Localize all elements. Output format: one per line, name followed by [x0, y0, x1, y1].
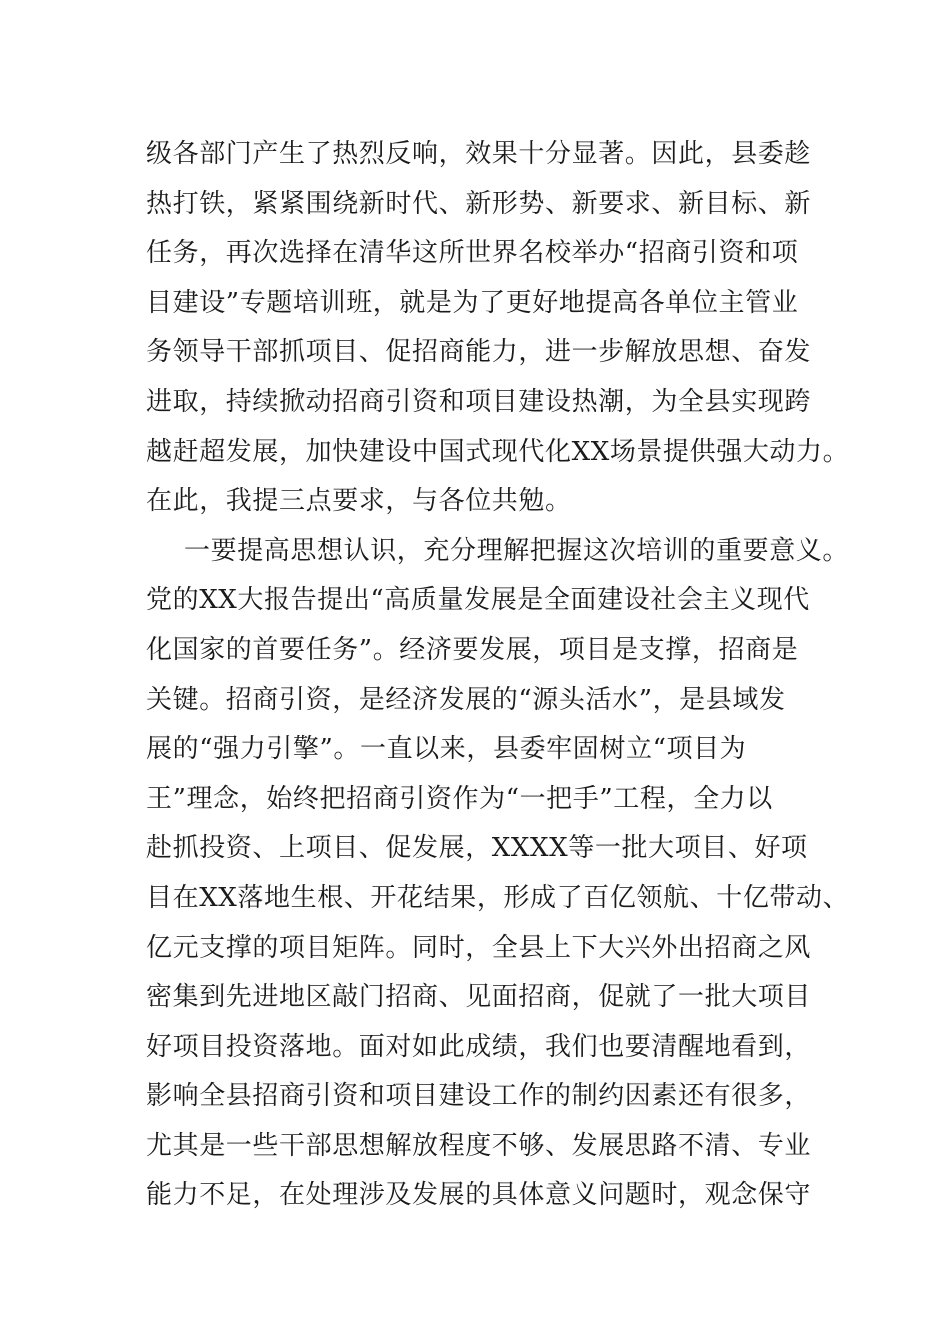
text-line: 能力不足，在处理涉及发展的具体意义问题时，观念保守	[146, 1180, 812, 1211]
text-line: 任务，再次选择在清华这所世界名校举办“招商引资和项	[146, 238, 799, 269]
text-line: 在此，我提三点要求，与各位共勉。	[146, 486, 572, 517]
text-line: 影响全县招商引资和项目建设工作的制约因素还有很多，	[146, 1081, 812, 1112]
paragraph-heading-line: 一要提高思想认识，充分理解把握这次培训的重要意义。	[184, 535, 850, 566]
text-line: 关键。招商引资，是经济发展的“源头活水”，是县域发	[146, 684, 786, 715]
text-line: 王”理念，始终把招商引资作为“一把手”工程，全力以	[146, 783, 773, 814]
text-line: 展的“强力引擎”。一直以来，县委牢固树立“项目为	[146, 734, 747, 765]
text-line: 好项目投资落地。面对如此成绩，我们也要清醒地看到，	[146, 1031, 812, 1062]
text-line: 热打铁，紧紧围绕新时代、新形势、新要求、新目标、新	[146, 188, 812, 219]
text-line: 务领导干部抓项目、促招商能力，进一步解放思想、奋发	[146, 337, 812, 368]
text-line: 级各部门产生了热烈反响，效果十分显著。因此，县委趁	[146, 139, 812, 169]
text-line: 赴抓投资、上项目、促发展，XXXX等一批大项目、好项	[146, 833, 808, 864]
body-text	[146, 130, 850, 1221]
text-line: 目建设”专题培训班，就是为了更好地提高各单位主管业	[146, 287, 799, 318]
text-line: 化国家的首要任务”。经济要发展，项目是支撑，招商是	[146, 634, 799, 665]
text-line: 亿元支撑的项目矩阵。同时，全县上下大兴外出招商之风	[146, 932, 812, 963]
text-line: 密集到先进地区敲门招商、见面招商，促就了一批大项目	[146, 982, 812, 1013]
text-line: 目在XX落地生根、开花结果，形成了百亿领航、十亿带动、	[146, 882, 850, 913]
text-line: 进取，持续掀动招商引资和项目建设热潮，为全县实现跨	[146, 386, 812, 417]
text-line: 越赶超发展，加快建设中国式现代化XX场景提供强大动力。	[146, 436, 850, 467]
text-line: 尤其是一些干部思想解放程度不够、发展思路不清、专业	[146, 1130, 812, 1161]
text-line: 党的XX大报告提出“高质量发展是全面建设社会主义现代	[146, 585, 810, 616]
